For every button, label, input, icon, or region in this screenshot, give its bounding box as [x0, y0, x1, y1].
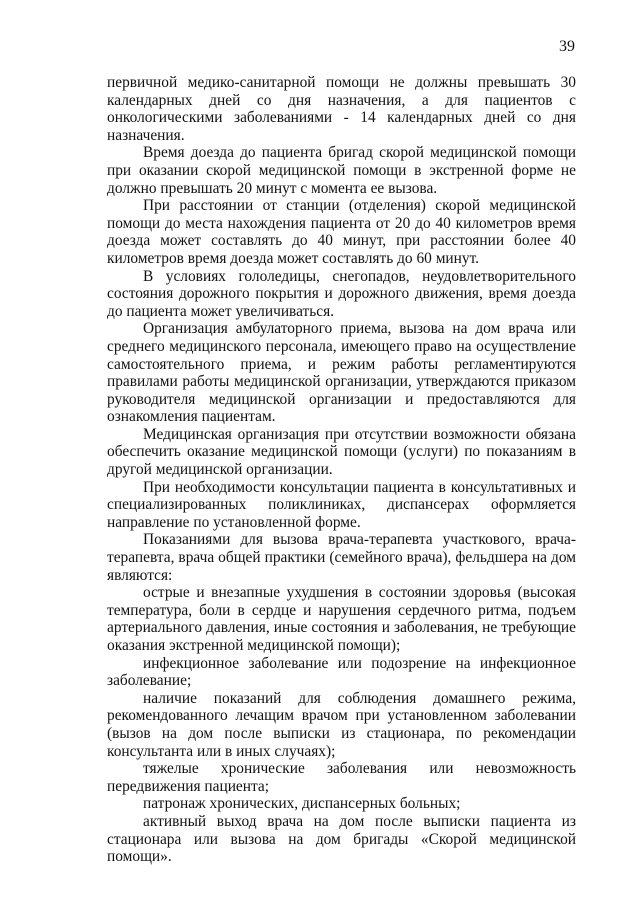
list-item-infectious-disease: инфекционное заболевание или подозрение на инфекционное заболевание;: [107, 654, 576, 690]
paragraph-ambulance-time: Время доезда до пациента бригад скорой медицинской помощи при оказании скорой медицинской помощи в экстренной форме не должно превышать 20 минут с момента ее вызова.: [107, 144, 576, 197]
paragraph-continuation: первичной медико-санитарной помощи не должны превышать 30 календарных дней со дня назначения, а для пациентов с онкологическими заболеваниями - 14 календарных дней со дня назначения.: [107, 74, 576, 144]
list-item-home-regime: наличие показаний для соблюдения домашнего режима, рекомендованного лечащим врачом при установленном заболевании (вызов на дом после выписки из стационара, по рекомендации консультанта или в иных случаях);: [107, 689, 576, 760]
paragraph-outpatient-organization: Организация амбулаторного приема, вызова на дом врача или среднего медицинского персонала, имеющего право на осуществление самостоятельного приема, и режим работы регламентируются правилами работы медицинской организации, утверждаются приказом руководителя медицинской организации и предоставляются для ознакомления пациентам.: [107, 320, 576, 426]
list-item-acute-deterioration: острые и внезапные ухудшения в состоянии здоровья (высокая температура, боли в сердце и нарушения сердечного ритма, подъем артериального давления, иные состояния и заболевания, не требующие оказания экстренной медицинской помощи);: [107, 584, 576, 654]
body-text: [107, 74, 576, 866]
paragraph-distance-time: При расстоянии от станции (отделения) скорой медицинской помощи до места нахождения пациента от 20 до 40 километров время доезда может составлять до 40 минут, при расстоянии более 40 километров время доезда может составлять до 60 минут.: [107, 197, 576, 267]
list-item-active-visit: активный выход врача на дом после выписки пациента из стационара или вызова на дом бригады «Скорой медицинской помощи».: [107, 812, 576, 866]
page-number: 39: [559, 38, 575, 55]
paragraph-weather-conditions: В условиях гололедицы, снегопадов, неудовлетворительного состояния дорожного покрытия и дорожного движения, время доезда до пациента может увеличиваться.: [107, 267, 576, 320]
list-item-patronage: патронаж хронических, диспансерных больных;: [143, 795, 461, 813]
paragraph-other-organization: Медицинская организация при отсутствии возможности обязана обеспечить оказание медицинской помощи (услуги) по показаниям в другой медицинской организации.: [107, 425, 576, 479]
list-item-chronic-disease: тяжелые хронические заболевания или невозможность передвижения пациента;: [107, 760, 576, 795]
paragraph-consultation-referral: При необходимости консультации пациента в консультативных и специализированных поликлиниках, диспансерах оформляется направление по установленной форме.: [107, 478, 576, 531]
paragraph-home-visit-indications: Показаниями для вызова врача-терапевта участкового, врача-терапевта, врача общей практики (семейного врача), фельдшера на дом являются:: [107, 531, 576, 584]
